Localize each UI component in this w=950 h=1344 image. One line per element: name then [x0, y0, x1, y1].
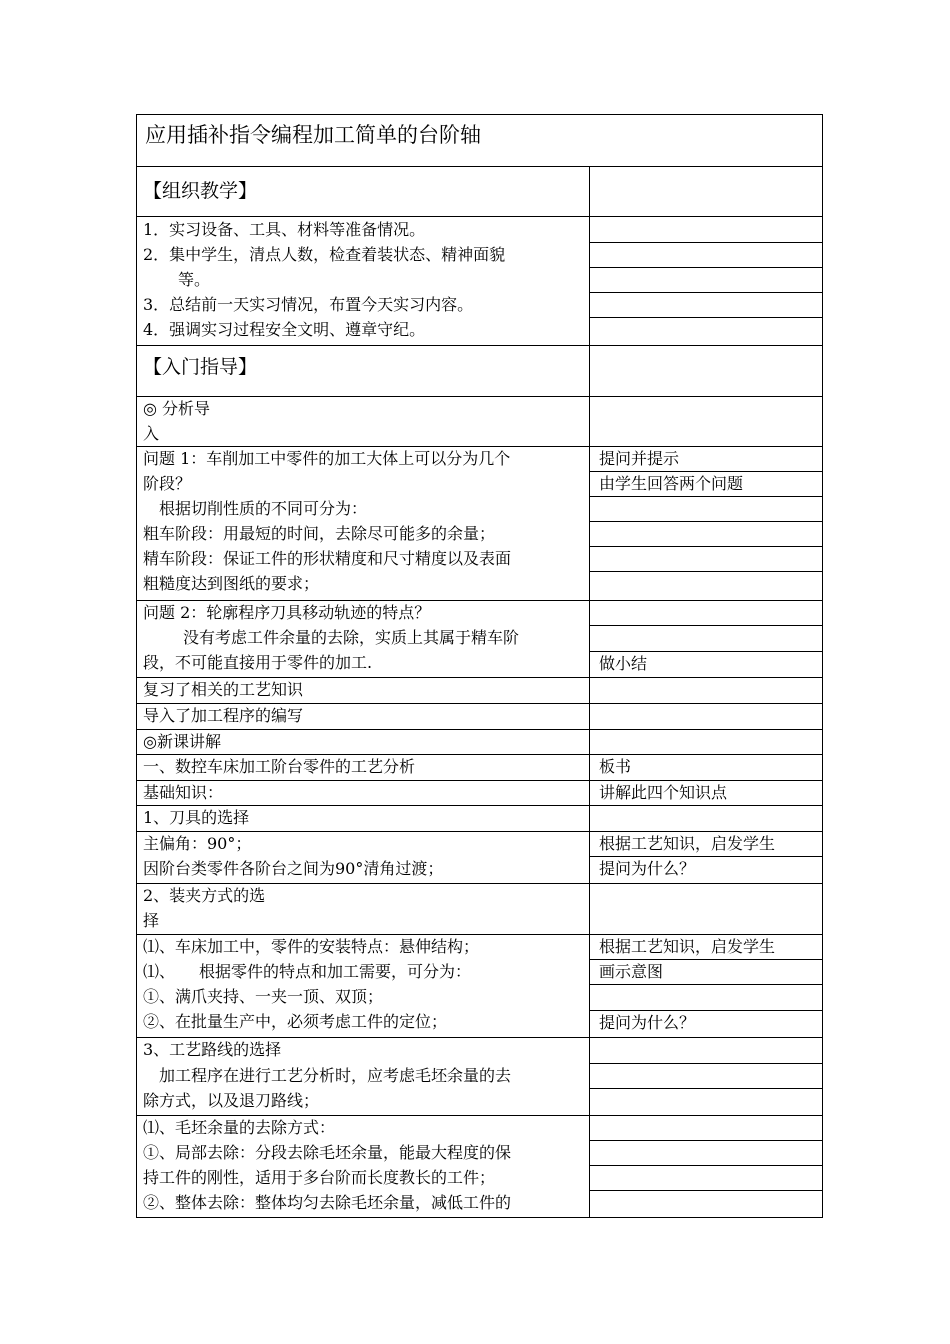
- content-line: 持工件的刚性，适用于多台阶而长度教长的工件；: [143, 1168, 496, 1187]
- teaching-note: 提问并提示: [599, 449, 680, 468]
- content-line: 没有考虑工件余量的去除，实质上其属于精车阶: [183, 628, 520, 647]
- content-line: 复习了相关的工艺知识: [143, 680, 304, 699]
- content-line: ⑴、 根据零件的特点和加工需要，可分为：: [143, 962, 472, 981]
- content-line: 粗车阶段：用最短的时间，去除尽可能多的余量；: [143, 524, 496, 543]
- notes-row-border: [589, 1190, 822, 1191]
- content-line: 一、数控车床加工阶台零件的工艺分析: [143, 757, 416, 776]
- notes-row-border: [589, 1063, 822, 1064]
- content-line: 基础知识：: [143, 783, 224, 802]
- content-line: 段，不可能直接用于零件的加工.: [143, 653, 373, 672]
- notes-row-border: [589, 521, 822, 522]
- content-line: 导入了加工程序的编写: [143, 706, 304, 725]
- notes-row-border: [589, 625, 822, 626]
- content-line: 4．强调实习过程安全文明、遵章守纪。: [143, 320, 426, 339]
- content-line: ②、整体去除：整体均匀去除毛坯余量，减低工件的: [143, 1193, 512, 1212]
- notes-row-border: [589, 1165, 822, 1166]
- content-line: 因阶台类零件各阶台之间为90°清角过渡；: [143, 859, 444, 878]
- notes-row-border: [589, 1140, 822, 1141]
- content-line: 【入门指导】: [143, 356, 258, 378]
- notes-row-border: [589, 292, 822, 293]
- content-line: ◎ 分析导: [143, 399, 211, 418]
- content-line: 3．总结前一天实习情况，布置今天实习内容。: [143, 295, 474, 314]
- content-line: ⑴、车床加工中，零件的安装特点：悬伸结构；: [143, 937, 480, 956]
- content-line: ②、在批量生产中，必须考虑工件的定位；: [143, 1012, 448, 1031]
- notes-row-border: [589, 571, 822, 572]
- content-line: ◎新课讲解: [143, 732, 221, 751]
- notes-row-border: [589, 267, 822, 268]
- content-line: 加工程序在进行工艺分析时，应考虑毛坯余量的去: [159, 1066, 512, 1085]
- teaching-note: 提问为什么？: [599, 1013, 696, 1032]
- content-line: 2、装夹方式的选: [143, 886, 266, 905]
- content-line: 3、工艺路线的选择: [143, 1040, 282, 1059]
- teaching-note: 讲解此四个知识点: [599, 783, 728, 802]
- content-line: 【组织教学】: [143, 180, 258, 202]
- content-line: 粗糙度达到图纸的要求；: [143, 574, 320, 593]
- column-divider: [589, 167, 590, 1217]
- teaching-note: 提问为什么？: [599, 859, 696, 878]
- content-line: 问题 2：轮廓程序刀具移动轨迹的特点？: [143, 603, 431, 622]
- teaching-note: 画示意图: [599, 962, 664, 981]
- table-row-border: [137, 729, 822, 730]
- table-row-border: [137, 396, 822, 397]
- content-line: 1．实习设备、工具、材料等准备情况。: [143, 220, 426, 239]
- content-line: 除方式，以及退刀路线；: [143, 1091, 320, 1110]
- teaching-note: 由学生回答两个问题: [599, 474, 744, 493]
- notes-row-border: [589, 1088, 822, 1089]
- table-row-border: [137, 345, 822, 346]
- lesson-plan-table: [136, 114, 823, 1218]
- content-line: 根据切削性质的不同可分为：: [159, 499, 368, 518]
- content-line: 主偏角：90°；: [143, 834, 252, 853]
- teaching-note: 板书: [599, 757, 632, 776]
- content-line: 等。: [178, 270, 211, 289]
- content-line: 问题 1：车削加工中零件的加工大体上可以分为几个: [143, 449, 511, 468]
- notes-row-border: [589, 546, 822, 547]
- teaching-note: 根据工艺知识，启发学生: [599, 834, 776, 853]
- notes-row-border: [589, 317, 822, 318]
- notes-row-border: [589, 242, 822, 243]
- teaching-note: 根据工艺知识，启发学生: [599, 937, 776, 956]
- content-line: ①、满爪夹持、一夹一顶、双顶；: [143, 987, 384, 1006]
- content-line: 阶段？: [143, 474, 192, 493]
- content-line: 2．集中学生，清点人数，检查着装状态、精神面貌: [143, 245, 506, 264]
- teaching-note: 做小结: [599, 654, 648, 673]
- content-line: 择: [143, 911, 160, 930]
- content-line: ①、局部去除：分段去除毛坯余量，能最大程度的保: [143, 1143, 512, 1162]
- content-line: 1、刀具的选择: [143, 808, 250, 827]
- page-title: 应用插补指令编程加工简单的台阶轴: [137, 115, 822, 167]
- content-line: 精车阶段：保证工件的形状精度和尺寸精度以及表面: [143, 549, 512, 568]
- content-line: ⑴、毛坯余量的去除方式：: [143, 1118, 336, 1137]
- content-line: 入: [143, 424, 160, 443]
